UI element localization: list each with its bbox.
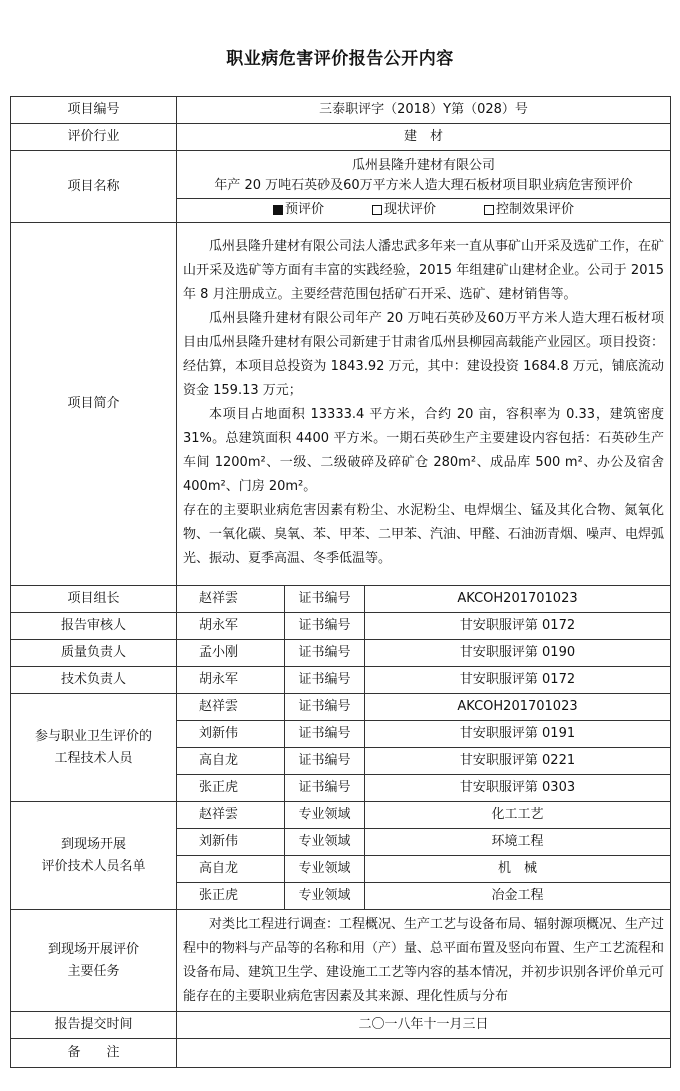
participants-label	[11, 694, 177, 802]
checkbox-empty-icon	[484, 205, 494, 215]
quality-label: 质量负责人	[11, 640, 177, 667]
participant-name: 赵祥雲	[177, 694, 285, 721]
row-project-name	[11, 151, 671, 223]
onsite-row	[11, 802, 671, 829]
participant-name: 刘新伟	[177, 721, 285, 748]
row-industry	[11, 124, 671, 151]
project-name-label: 项目名称	[11, 151, 177, 223]
option-label: 控制效果评价	[496, 201, 575, 217]
row-submit-time	[11, 1012, 671, 1039]
tasks-label-line: 主要任务	[67, 963, 120, 979]
checkbox-empty-icon	[372, 205, 382, 215]
participants-label-line: 工程技术人员	[54, 750, 133, 766]
remarks-value	[177, 1039, 671, 1068]
checkbox-checked-icon	[273, 205, 283, 215]
row-team-leader	[11, 586, 671, 613]
page-title: 职业病危害评价报告公开内容	[226, 49, 454, 69]
tasks-label-line: 到现场开展评价	[47, 941, 139, 957]
technical-cert: 甘安职服评第 0172	[365, 667, 671, 694]
participants-label-line: 参与职业卫生评价的	[34, 728, 152, 744]
cert-no-label: 证书编号	[285, 613, 365, 640]
field-label: 专业领域	[285, 856, 365, 883]
onsite-field: 化工工艺	[365, 802, 671, 829]
field-label: 专业领域	[285, 829, 365, 856]
field-label: 专业领域	[285, 802, 365, 829]
summary-paragraph: 存在的主要职业病危害因素有粉尘、水泥粉尘、电焊烟尘、锰及其化合物、氮氧化物、一氧化碳、臭氧、苯、甲苯、二甲苯、汽油、甲醛、石油沥青烟、噪声、电焊弧光、振动、夏季高温、冬季低温等。	[183, 503, 665, 566]
participant-cert: AKCOH201701023	[365, 694, 671, 721]
row-project-no	[11, 97, 671, 124]
row-quality	[11, 640, 671, 667]
cert-no-label: 证书编号	[285, 775, 365, 802]
onsite-field: 冶金工程	[365, 883, 671, 910]
onsite-label	[11, 802, 177, 910]
onsite-field: 环境工程	[365, 829, 671, 856]
option-status-evaluation[interactable]	[372, 199, 436, 221]
onsite-field: 机 械	[365, 856, 671, 883]
row-remarks	[11, 1039, 671, 1068]
project-name-text	[177, 153, 670, 199]
team-leader-label: 项目组长	[11, 586, 177, 613]
row-reviewer	[11, 613, 671, 640]
quality-name: 孟小刚	[177, 640, 285, 667]
participant-cert: 甘安职服评第 0303	[365, 775, 671, 802]
participant-cert: 甘安职服评第 0221	[365, 748, 671, 775]
project-no-value: 三泰职评字（2018）Y第（028）号	[177, 97, 671, 124]
evaluation-type-options	[177, 199, 670, 221]
quality-cert: 甘安职服评第 0190	[365, 640, 671, 667]
participant-row	[11, 694, 671, 721]
row-summary	[11, 223, 671, 586]
onsite-label-line: 评价技术人员名单	[41, 858, 146, 874]
field-label: 专业领域	[285, 883, 365, 910]
summary-content	[177, 223, 671, 586]
tasks-text: 对类比工程进行调查：工程概况、生产工艺与设备布局、辐射源项概况、生产过程中的物料与产品等的名称和用（产）量、总平面布置及竖向布置、生产工艺流程和设备布局、建筑卫生学、建设施工工艺等内容的基本情况，并初步识别各评价单元可能存在的主要职业病危害因素及其来源、理化性质与分布	[183, 916, 665, 1004]
cert-no-label: 证书编号	[285, 721, 365, 748]
onsite-label-line: 到现场开展	[60, 836, 126, 852]
industry-value: 建 材	[177, 124, 671, 151]
cert-no-label: 证书编号	[285, 694, 365, 721]
option-label: 预评价	[284, 201, 324, 217]
team-leader-name: 赵祥雲	[177, 586, 285, 613]
team-leader-cert: AKCOH201701023	[365, 586, 671, 613]
summary-paragraph: 瓜州县隆升建材有限公司法人潘忠武多年来一直从事矿山开采及选矿工作，在矿山开采及选矿等方面有丰富的实践经验，2015 年组建矿山建材企业。公司于 2015 年 8 月注册成立。主要经营范围包括矿石开采、选矿、建材销售等。	[183, 239, 665, 302]
summary-paragraph: 本项目占地面积 13333.4 平方米，合约 20 亩，容积率为 0.33，建筑密度 31%。总建筑面积 4400 平方米。一期石英砂生产主要建设内容包括：石英砂生产车间 1200m²、一级、二级破碎及碎矿仓 280m²、成品库 500 m²、办公及宿舍 400m²、门房 20m²。	[183, 407, 665, 494]
participant-cert: 甘安职服评第 0191	[365, 721, 671, 748]
tasks-content	[177, 910, 671, 1012]
participant-name: 张正虎	[177, 775, 285, 802]
cert-no-label: 证书编号	[285, 748, 365, 775]
technical-label: 技术负责人	[11, 667, 177, 694]
onsite-name: 高自龙	[177, 856, 285, 883]
submit-time-label: 报告提交时间	[11, 1012, 177, 1039]
cert-no-label: 证书编号	[285, 640, 365, 667]
option-pre-evaluation[interactable]	[273, 199, 324, 221]
summary-label: 项目简介	[11, 223, 177, 586]
onsite-name: 张正虎	[177, 883, 285, 910]
project-title: 年产 20 万吨石英砂及60万平方米人造大理石板材项目职业病危害预评价	[214, 177, 633, 193]
industry-label: 评价行业	[11, 124, 177, 151]
row-technical	[11, 667, 671, 694]
remarks-label: 备 注	[11, 1039, 177, 1068]
participant-name: 高自龙	[177, 748, 285, 775]
company-name: 瓜州县隆升建材有限公司	[352, 157, 496, 173]
technical-name: 胡永军	[177, 667, 285, 694]
project-no-label: 项目编号	[11, 97, 177, 124]
reviewer-label: 报告审核人	[11, 613, 177, 640]
onsite-name: 刘新伟	[177, 829, 285, 856]
cert-no-label: 证书编号	[285, 667, 365, 694]
row-tasks	[11, 910, 671, 1012]
submit-time-value: 二〇一八年十一月三日	[177, 1012, 671, 1039]
option-label: 现状评价	[384, 201, 437, 217]
reviewer-name: 胡永军	[177, 613, 285, 640]
tasks-label	[11, 910, 177, 1012]
report-table	[10, 96, 671, 1068]
cert-no-label: 证书编号	[285, 586, 365, 613]
onsite-name: 赵祥雲	[177, 802, 285, 829]
reviewer-cert: 甘安职服评第 0172	[365, 613, 671, 640]
summary-paragraph: 瓜州县隆升建材有限公司年产 20 万吨石英砂及60万平方米人造大理石板材项目由瓜州县隆升建材有限公司新建于甘肃省瓜州县柳园高载能产业园区。项目投资：经估算，本项目总投资为 1843.92 万元，其中：建设投资 1684.8 万元，铺底流动资金 159.13 万元；	[183, 311, 665, 398]
project-name-cell	[177, 151, 671, 223]
option-control-effect-evaluation[interactable]	[484, 199, 574, 221]
